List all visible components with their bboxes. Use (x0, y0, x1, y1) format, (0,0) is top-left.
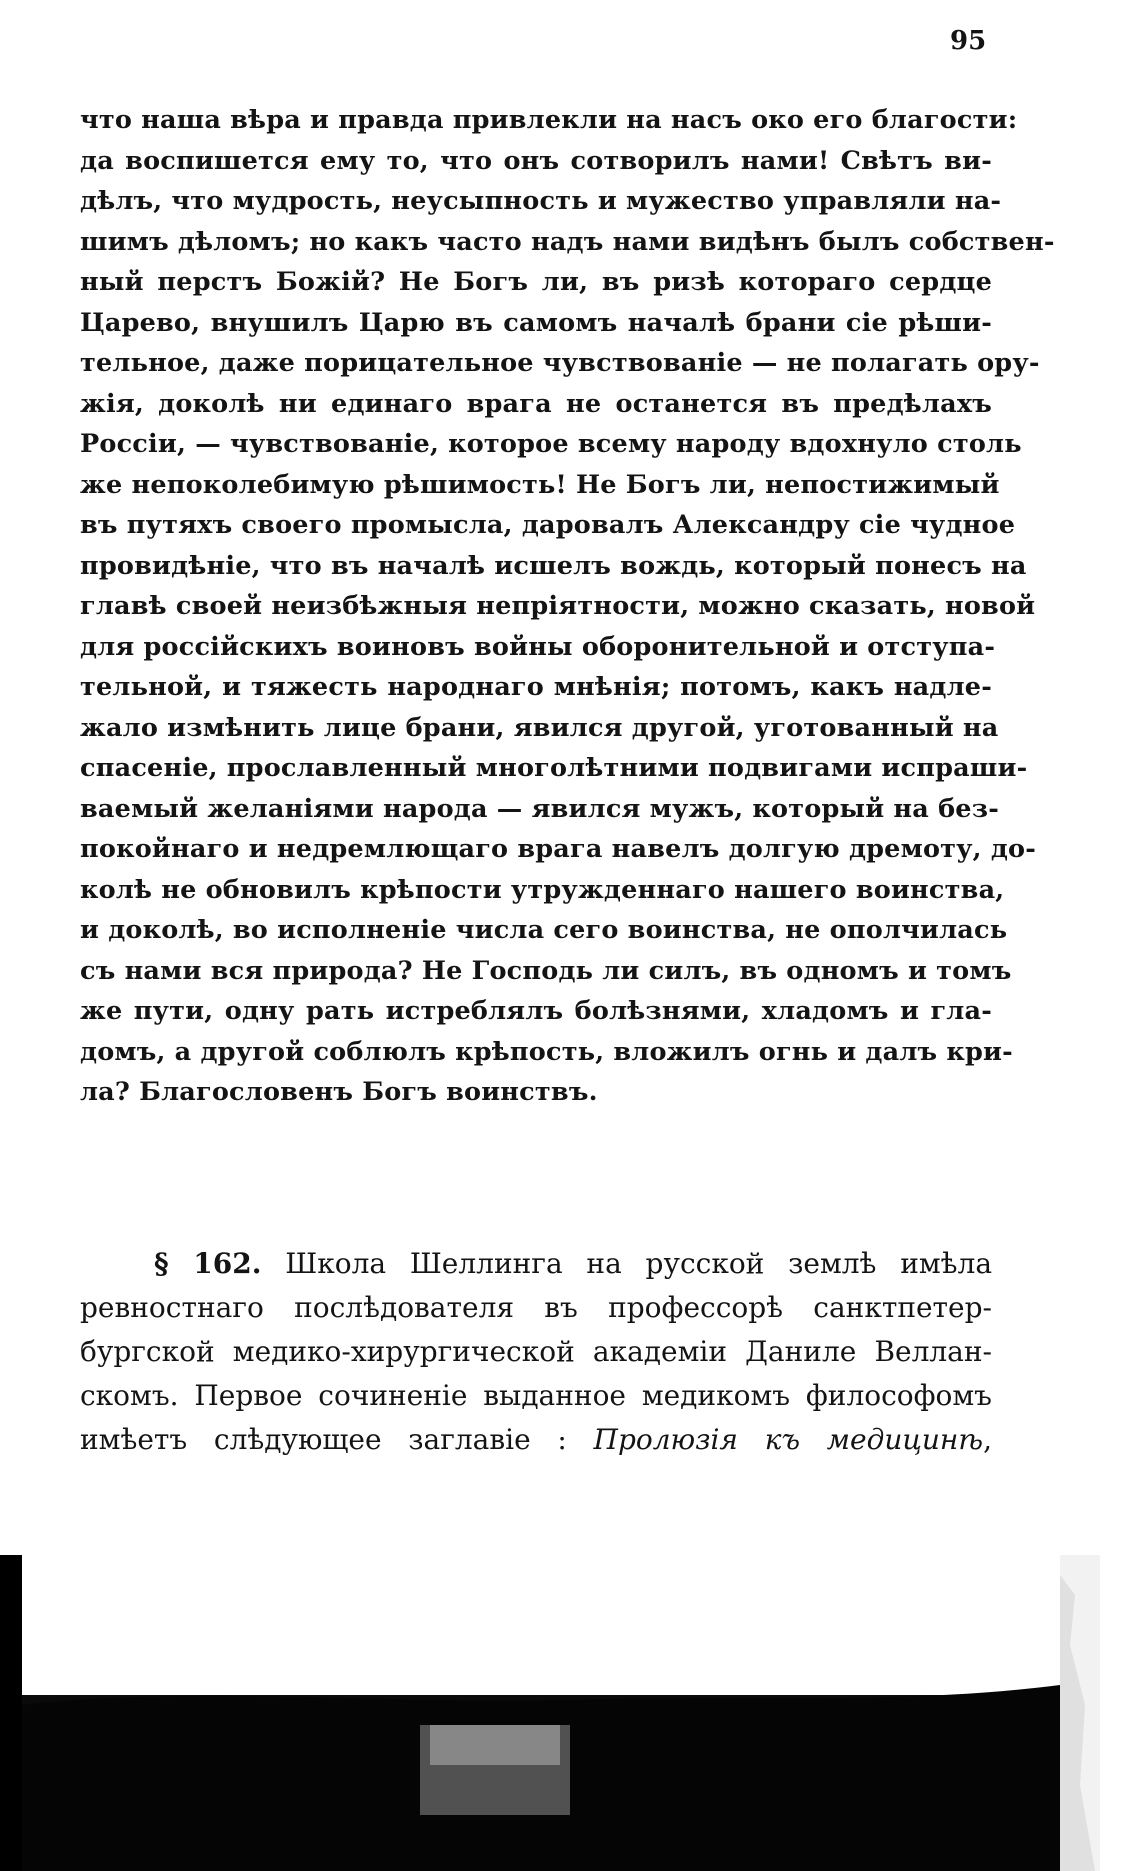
text-line: для россійскихъ воиновъ войны оборонительной и отступа- (80, 631, 996, 662)
text-line: покойнаго и недремлющаго врага навелъ долгую дремоту, до- (80, 834, 1037, 864)
text-line: ла? Благословенъ Богъ воинствъ. (80, 1077, 598, 1107)
text-line: главѣ своей неизбѣжныя непріятности, можно сказать, новой (80, 591, 1036, 621)
scan-edge-shadow (0, 1555, 1140, 1871)
text-line: скомъ. Первое сочиненіе выданное медикомъ философомъ (80, 1379, 992, 1412)
text-line: домъ, а другой соблюлъ крѣпость, вложилъ огнь и далъ кри- (80, 1036, 1013, 1067)
text-line: въ путяхъ своего промысла, даровалъ Александру сіе чудное (80, 510, 1016, 540)
section-last-line (80, 1418, 992, 1462)
text-line: Россіи, — чувствованіе, которое всему народу вдохнуло столь (80, 429, 1022, 459)
text-line: и доколѣ, во исполненіе числа сего воинства, не ополчилась (80, 915, 1008, 945)
text-run: имѣетъ слѣдующее заглавіе : (80, 1423, 567, 1456)
text-line: спасеніе, прославленный многолѣтними подвигами испраши- (80, 753, 1028, 783)
text-line: тельной, и тяжесть народнаго мнѣнія; потомъ, какъ надле- (80, 672, 992, 702)
text-line: шимъ дѣломъ; но какъ часто надъ нами видѣнъ былъ собствен- (80, 226, 1055, 257)
text-line: жало измѣнить лице брани, явился другой, уготованный на (80, 712, 999, 743)
text-line: съ нами вся природа? Не Господь ли силъ, въ одномъ и томъ (80, 955, 1012, 986)
left-edge-shadow (0, 1555, 22, 1871)
text-line: же пути, одну рать истреблялъ болѣзнями, хладомъ и гла- (80, 996, 992, 1026)
text-run: Школа Шеллинга на русской землѣ имѣла (285, 1247, 993, 1280)
text-line: бургской медико-хирургической академіи Даниле Веллан- (80, 1335, 992, 1368)
text-line: ваемый желаніями народа — явился мужъ, который на без- (80, 793, 999, 824)
section-number: § 162. (154, 1247, 262, 1280)
work-title: Пролюзія къ медицинѣ (593, 1423, 984, 1456)
text-line: что наша вѣра и правда привлекли на насъ око его благости: (80, 105, 1018, 135)
text-line: провидѣніе, что въ началѣ исшелъ вождь, который понесъ на (80, 550, 1027, 581)
section-first-line (80, 1242, 992, 1286)
text-line: жія, доколѣ ни единаго врага не останется въ предѣлахъ (80, 388, 992, 419)
punctuation: , (983, 1423, 992, 1456)
text-line: колѣ не обновилъ крѣпости утружденнаго нашего воинства, (80, 874, 1005, 905)
text-line: да воспишется ему то, что онъ сотворилъ нами! Свѣтъ ви- (80, 145, 992, 176)
text-line: ревностнаго послѣдователя въ профессорѣ санктпетер- (80, 1291, 992, 1324)
text-line: дѣлъ, что мудрость, неусыпность и мужество управляли на- (80, 186, 1002, 216)
text-line: ный перстъ Божій? Не Богъ ли, въ ризѣ котораго сердце (80, 267, 992, 297)
paragraph-continuation (80, 100, 1055, 1113)
section-162-paragraph (80, 1242, 992, 1462)
text-line: тельное, даже порицательное чувствованіе — не полагать ору- (80, 348, 1040, 378)
text-line: Царево, внушилъ Царю въ самомъ началѣ брани сіе рѣши- (80, 307, 992, 338)
clip-highlight-top (430, 1725, 560, 1765)
page-number: 95 (950, 26, 987, 56)
text-line: же непоколебимую рѣшимость! Не Богъ ли, непостижимый (80, 469, 1000, 500)
right-margin (1100, 1555, 1140, 1871)
